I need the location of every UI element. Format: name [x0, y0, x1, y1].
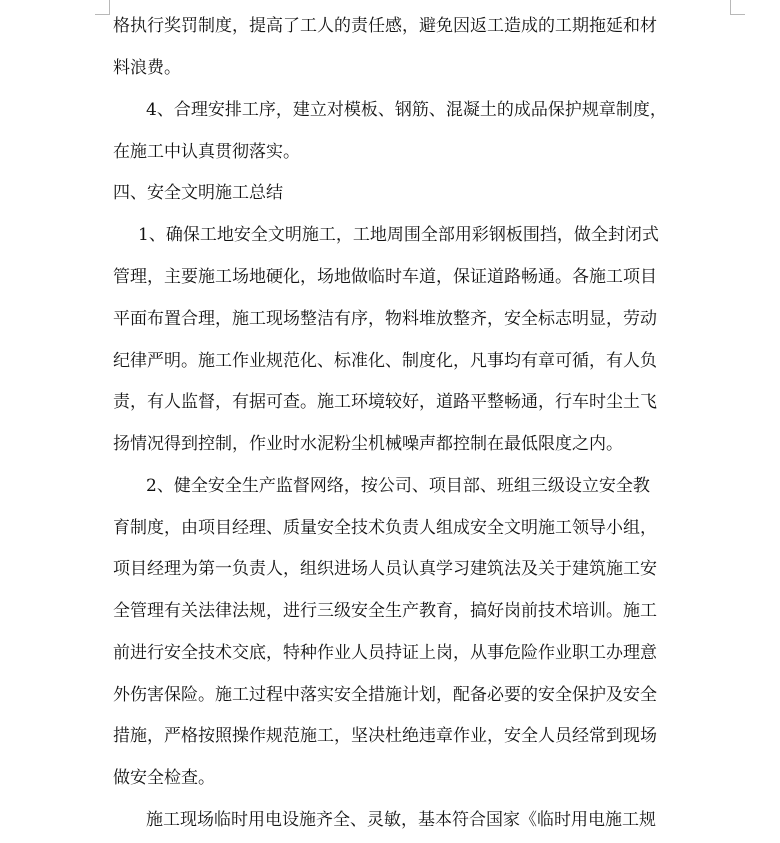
text-line: 施工现场临时用电设施齐全、灵敏，基本符合国家《临时用电施工规: [146, 810, 656, 830]
text-line: 在施工中认真贯彻落实。: [113, 142, 300, 162]
text-line: 扬情况得到控制，作业时水泥粉尘机械噪声都控制在最低限度之内。: [113, 434, 623, 454]
text-line: 格执行奖罚制度，提高了工人的责任感，避免因返工造成的工期拖延和材: [113, 16, 657, 36]
text-line: 项目经理为第一负责人，组织进场人员认真学习建筑法及关于建筑施工安: [113, 559, 657, 579]
text-line: 全管理有关法律法规，进行三级安全生产教育，搞好岗前技术培训。施工: [113, 601, 657, 621]
section-heading: 四、安全文明施工总结: [113, 183, 283, 203]
margin-corner-mark-right: [730, 0, 745, 15]
text-line: 外伤害保险。施工过程中落实安全措施计划，配备必要的安全保护及安全: [113, 685, 657, 705]
text-line: 措施，严格按照操作规范施工，坚决杜绝违章作业，安全人员经常到现场: [113, 726, 657, 746]
text-line: 纪律严明。施工作业规范化、标准化、制度化，凡事均有章可循，有人负: [113, 351, 657, 371]
text-line: 做安全检查。: [113, 768, 215, 788]
text-line: 4、合理安排工序，建立对模板、钢筋、混凝土的成品保护规章制度，: [146, 100, 667, 120]
text-line: 料浪费。: [113, 58, 181, 78]
text-line: 前进行安全技术交底，特种作业人员持证上岗，从事危险作业职工办理意: [113, 643, 657, 663]
margin-corner-mark-left: [95, 0, 110, 15]
text-line: 育制度，由项目经理、质量安全技术负责人组成安全文明施工领导小组，: [113, 518, 657, 538]
text-line: 管理，主要施工场地硬化，场地做临时车道，保证道路畅通。各施工项目: [113, 267, 657, 287]
text-line: 1、确保工地安全文明施工，工地周围全部用彩钢板围挡，做全封闭式: [138, 225, 659, 245]
text-line: 2、健全安全生产监督网络，按公司、项目部、班组三级设立安全教: [146, 476, 650, 496]
text-line: 平面布置合理，施工现场整洁有序，物料堆放整齐，安全标志明显，劳动: [113, 309, 657, 329]
text-line: 责，有人监督，有据可查。施工环境较好，道路平整畅通，行车时尘土飞: [113, 392, 657, 412]
